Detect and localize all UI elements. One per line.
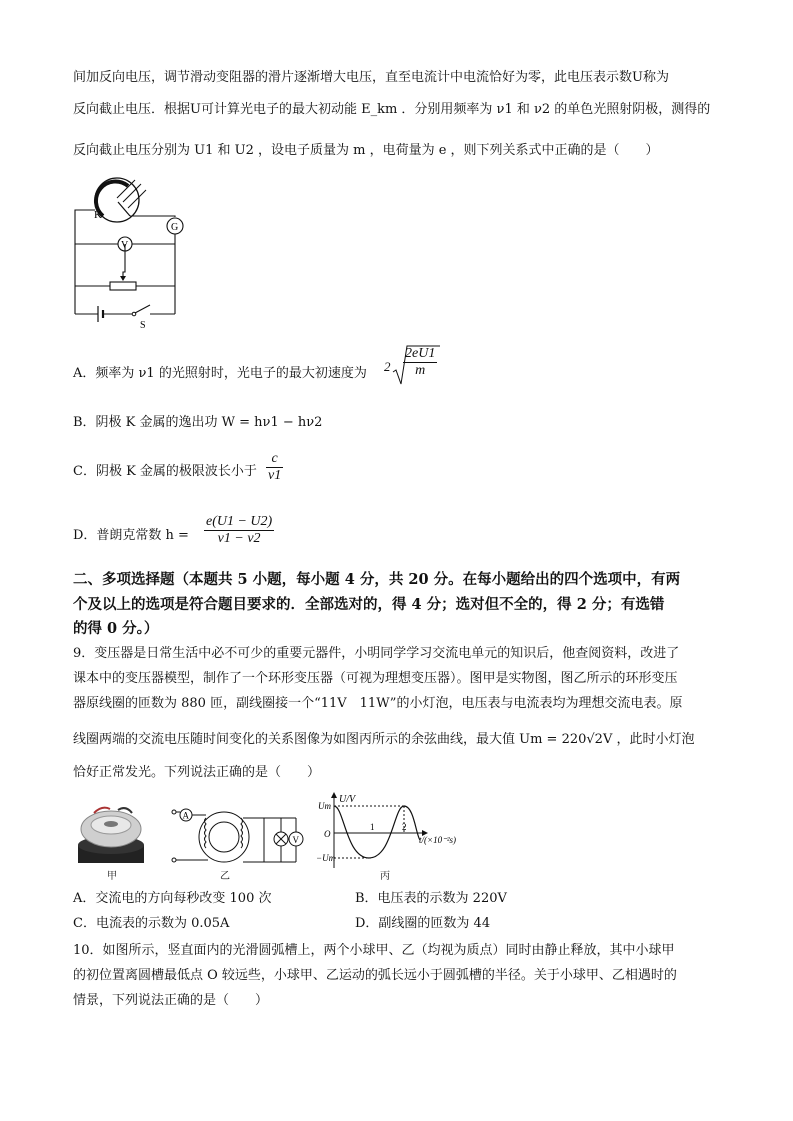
graph-tick-1: 1 — [370, 822, 375, 832]
q8-option-d-fraction — [204, 514, 274, 547]
cathode-label: K — [94, 209, 102, 221]
q9-line-2: 课本中的变压器模型，制作了一个环形变压器（可视为理想变压器）。图甲是实物图，图乙所示的环形变压 — [73, 671, 678, 686]
section2-heading-line-3: 的得 0 分。） — [73, 620, 159, 637]
galvanometer-label: G — [171, 222, 179, 233]
q8-option-d-text: D．普朗克常数 h = — [73, 528, 189, 543]
q10-line-1: 10．如图所示，竖直面内的光滑圆弧槽上，两个小球甲、乙（均视为质点）同时由静止释放，其中小球甲 — [73, 943, 675, 958]
q9-option-d: D．副线圈的匝数为 44 — [355, 916, 491, 931]
q8-option-d-den: ν1 − ν2 — [217, 531, 261, 546]
q8-option-a-coef: 2 — [384, 359, 391, 374]
q9-option-a: A．交流电的方向每秒改变 100 次 — [73, 891, 272, 906]
graph-xlabel: t/(×10⁻²s) — [419, 835, 457, 845]
section2-heading-line-2: 个及以上的选项是符合题目要求的．全部选对的，得 4 分；选对但不全的，得 2 分；有选错 — [73, 596, 665, 613]
graph-tick-2: 2 — [402, 822, 407, 832]
q8-option-a-den: m — [415, 363, 426, 378]
q8-option-d-num: e(U1 − U2) — [206, 514, 273, 529]
transformer-photo — [72, 805, 152, 867]
q9-option-b: B．电压表的示数为 220V — [355, 891, 507, 906]
q10-line-3: 情景，下列说法正确的是（ ） — [73, 993, 269, 1008]
q9-line-5: 恰好正常发光。下列说法正确的是（ ） — [73, 765, 321, 780]
voltmeter-label: V — [121, 240, 129, 251]
graph-origin: O — [324, 829, 331, 839]
graph-um: Um — [318, 801, 331, 811]
graph-ylabel: U/V — [339, 794, 356, 805]
q8-option-c-den: ν1 — [268, 468, 282, 483]
toroid-circuit-diagram — [168, 808, 318, 866]
figure-yi-caption: 乙 — [220, 871, 230, 882]
voltmeter2-label: V — [292, 835, 299, 845]
q8-option-a-fraction — [403, 346, 437, 379]
photoelectric-circuit-diagram — [70, 172, 190, 332]
q9-option-c: C．电流表的示数为 0.05A — [73, 916, 230, 931]
q8-stem-line-2: 反向截止电压．根据U可计算光电子的最大初动能 E_km ．分别用频率为 ν1 和 ν2 的单色光照射阴极，测得的 — [73, 102, 711, 117]
q9-line-4: 线圈两端的交流电压随时间变化的关系图像为如图丙所示的余弦曲线，最大值 Um = 220√2V ，此时小灯泡 — [73, 732, 695, 747]
section2-heading-line-1: 二、多项选择题（本题共 5 小题，每小题 4 分，共 20 分。在每小题给出的四个选项中，有两 — [73, 571, 681, 588]
q8-option-a-text: A．频率为 ν1 的光照射时，光电子的最大初速度为 — [73, 366, 367, 381]
voltage-time-graph — [316, 790, 476, 870]
q8-option-c-num: c — [266, 451, 283, 468]
switch-label: S — [140, 320, 146, 331]
q9-line-1: 9．变压器是日常生活中必不可少的重要元器件，小明同学学习交流电单元的知识后，他查阅资料，改进了 — [73, 646, 680, 661]
q10-line-2: 的初位置离圆槽最低点 O 较远些，小球甲、乙运动的弧长远小于圆弧槽的半径。关于小球甲、乙相遇时的 — [73, 968, 677, 983]
q8-option-b: B．阴极 K 金属的逸出功 W = hν1 − hν2 — [73, 415, 323, 430]
q8-stem-line-3: 反向截止电压分别为 U1 和 U2 ，设电子质量为 m ，电荷量为 e ，则下列关系式中正确的是（ ） — [73, 143, 659, 158]
q8-option-a-num: 2eU1 — [405, 346, 436, 361]
ammeter-label: A — [182, 810, 189, 821]
q8-option-c-fraction — [266, 451, 283, 484]
q8-option-c-text: C．阴极 K 金属的极限波长小于 — [73, 464, 257, 479]
figure-jia-caption: 甲 — [107, 871, 117, 882]
q8-stem-line-1: 间加反向电压，调节滑动变阻器的滑片逐渐增大电压，直至电流计中电流恰好为零，此电压表示数U称为 — [73, 70, 669, 85]
figure-bing-caption: 丙 — [380, 871, 390, 882]
q9-line-3: 器原线圈的匝数为 880 匝，副线圈接一个“11V 11W”的小灯泡，电压表与电流表均为理想交流电表。原 — [73, 696, 683, 711]
graph-neg-um: −Um — [316, 853, 336, 863]
